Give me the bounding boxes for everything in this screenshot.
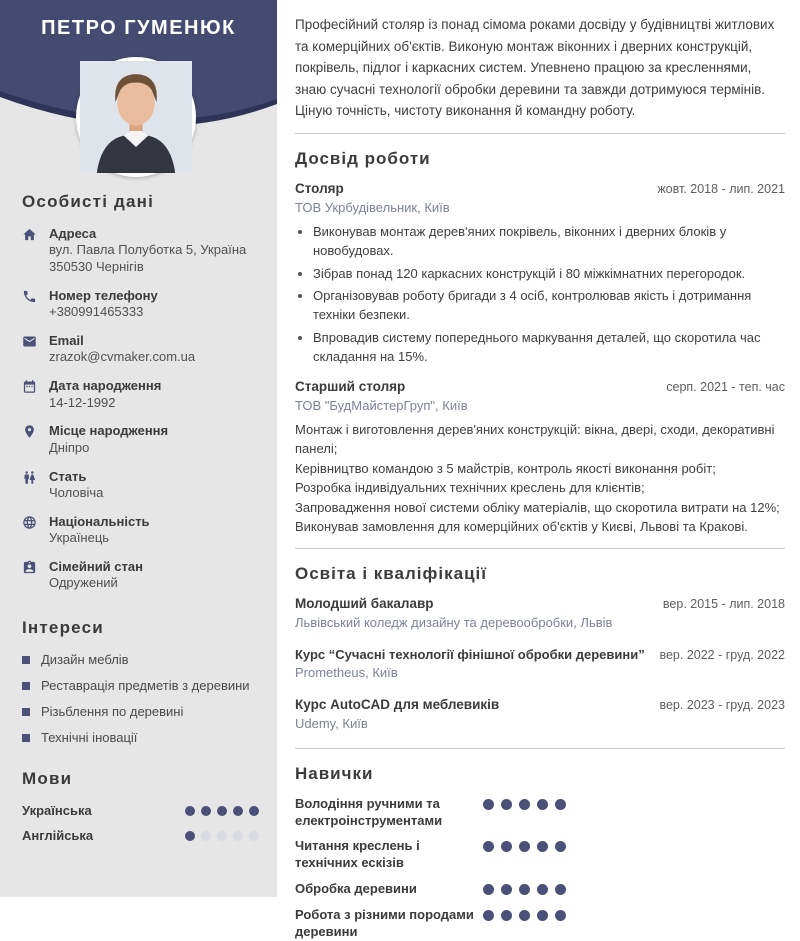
id-badge-icon bbox=[22, 560, 37, 575]
language-level-dots bbox=[179, 831, 259, 841]
job-entry bbox=[295, 379, 785, 537]
level-dot-empty bbox=[233, 831, 243, 841]
job-bullet: • Впровадив систему попереднього маркування деталей, що скоротила час складання на 15%. bbox=[313, 329, 785, 367]
experience-section bbox=[295, 149, 785, 537]
education-header bbox=[295, 697, 785, 714]
education-entry bbox=[295, 697, 785, 731]
education-dates: вер. 2023 - груд. 2023 bbox=[659, 697, 785, 712]
personal-item-value: 350530 Чернігів bbox=[49, 259, 144, 275]
square-bullet-icon bbox=[22, 656, 30, 664]
level-dot-empty bbox=[249, 831, 259, 841]
job-header bbox=[295, 379, 785, 396]
interest-item bbox=[22, 730, 259, 745]
job-description-line: Розробка індивідуальних технічних креслень для клієнтів; bbox=[295, 480, 645, 496]
sidebar-header bbox=[0, 0, 277, 192]
square-bullet-icon bbox=[22, 708, 30, 716]
personal-item-value: +380991465333 bbox=[49, 304, 144, 320]
education-degree: Курс AutoCAD для меблевиків bbox=[295, 696, 500, 712]
level-dot-filled bbox=[537, 841, 548, 852]
level-dot-filled bbox=[201, 806, 211, 816]
level-dot-filled bbox=[501, 841, 512, 852]
job-dates: серп. 2021 - теп. час bbox=[666, 379, 785, 394]
skill-row bbox=[295, 838, 785, 872]
skill-name: Обробка деревини bbox=[295, 881, 417, 897]
languages-section bbox=[0, 769, 277, 843]
level-dot-filled bbox=[185, 806, 195, 816]
personal-item-label: Дата народження bbox=[49, 378, 162, 394]
personal-item-label: Номер телефону bbox=[49, 288, 158, 304]
level-dot-filled bbox=[217, 806, 227, 816]
level-dot-filled bbox=[483, 841, 494, 852]
personal-item-label: Національність bbox=[49, 513, 150, 529]
personal-item-label: Стать bbox=[49, 468, 87, 484]
level-dot-empty bbox=[201, 831, 211, 841]
level-dot-filled bbox=[519, 799, 530, 810]
level-dot-filled bbox=[555, 799, 566, 810]
skills-section bbox=[295, 764, 785, 941]
language-row bbox=[22, 803, 259, 818]
level-dot-filled bbox=[519, 841, 530, 852]
level-dot-filled bbox=[185, 831, 195, 841]
interest-item bbox=[22, 678, 259, 693]
personal-item-label: Адреса bbox=[49, 226, 97, 241]
personal-item-birthplace bbox=[22, 423, 259, 456]
job-dates: жовт. 2018 - лип. 2021 bbox=[657, 181, 785, 196]
profile-summary: Професійний столяр із понад сімома роками досвіду у будівництві житлових та комерційних об'єктів. Виконую монтаж віконних і дверних конструкцій, покрівель, підлог і каркасних систем. Упевнено працюю за кресленнями, знаю сучасні технології обробки деревини та завжди дотримуюся термінів. Ціную точність, чистоту виконання й командну роботу. bbox=[295, 17, 775, 119]
job-description bbox=[295, 420, 785, 537]
education-header bbox=[295, 647, 785, 663]
section-divider bbox=[295, 548, 785, 549]
email-icon bbox=[22, 334, 37, 349]
languages-title: Мови bbox=[22, 769, 73, 789]
personal-item-gender bbox=[22, 469, 259, 502]
personal-item-value: zrazok@cvmaker.com.ua bbox=[49, 349, 196, 365]
level-dot-filled bbox=[501, 884, 512, 895]
job-header bbox=[295, 181, 785, 198]
home-icon bbox=[22, 227, 37, 242]
level-dot-filled bbox=[483, 799, 494, 810]
phone-icon bbox=[22, 289, 37, 304]
education-entry bbox=[295, 596, 785, 630]
level-dot-filled bbox=[537, 799, 548, 810]
language-name: Українська bbox=[22, 803, 92, 819]
square-bullet-icon bbox=[22, 734, 30, 742]
skill-row bbox=[295, 907, 785, 941]
job-company: ТОВ "БудМайстерГруп", Київ bbox=[295, 397, 468, 413]
portrait-illustration bbox=[80, 61, 192, 173]
skill-name: Робота з різними породами деревини bbox=[295, 907, 474, 939]
education-section bbox=[295, 564, 785, 731]
personal-item-address bbox=[22, 226, 259, 276]
personal-item-label: Email bbox=[49, 333, 84, 349]
level-dot-filled bbox=[501, 910, 512, 921]
personal-item-value: Чоловіча bbox=[49, 484, 104, 500]
job-role: Столяр bbox=[295, 180, 344, 196]
level-dot-filled bbox=[519, 910, 530, 921]
personal-item-value: Одружений bbox=[49, 575, 118, 591]
personal-item-nationality bbox=[22, 514, 259, 547]
interest-label: Технічні іновації bbox=[41, 730, 138, 746]
personal-item-value: 14-12-1992 bbox=[49, 394, 116, 410]
level-dot-empty bbox=[217, 831, 227, 841]
education-degree: Курс “Сучасні технології фінішної обробки деревини” bbox=[295, 646, 645, 662]
level-dot-filled bbox=[233, 806, 243, 816]
skill-level-dots bbox=[483, 884, 573, 895]
level-dot-filled bbox=[555, 841, 566, 852]
education-entry bbox=[295, 647, 785, 680]
level-dot-filled bbox=[501, 799, 512, 810]
skill-row bbox=[295, 796, 785, 830]
personal-data-title: Особисті дані bbox=[22, 192, 155, 211]
job-bullet: • Виконував монтаж дерев'яних покрівель, віконних і дверних блоків у новобудовах. bbox=[313, 223, 785, 261]
globe-icon bbox=[22, 515, 37, 530]
square-bullet-icon bbox=[22, 682, 30, 690]
skill-name: Читання креслень і технічних ескізів bbox=[295, 838, 420, 871]
skills-title: Навички bbox=[295, 763, 374, 783]
job-bullet: • Зібрав понад 120 каркасних конструкцій і 80 міжкімнатних перегородок. bbox=[313, 265, 785, 284]
personal-item-label: Сімейний стан bbox=[49, 558, 143, 574]
job-role: Старший столяр bbox=[295, 378, 406, 394]
skill-level-dots bbox=[483, 799, 573, 810]
language-row bbox=[22, 828, 259, 843]
skill-level-dots bbox=[483, 910, 573, 921]
job-bullet-list bbox=[313, 223, 785, 367]
interest-item bbox=[22, 652, 259, 667]
section-divider bbox=[295, 133, 785, 134]
level-dot-filled bbox=[537, 884, 548, 895]
experience-title: Досвід роботи bbox=[295, 148, 431, 168]
sidebar bbox=[0, 0, 277, 897]
section-divider bbox=[295, 748, 785, 749]
personal-item-phone bbox=[22, 288, 259, 321]
education-title: Освіта і кваліфікації bbox=[295, 563, 488, 583]
level-dot-filled bbox=[519, 884, 530, 895]
skill-name: Володіння ручними та електроінструментами bbox=[295, 795, 443, 828]
personal-item-birthdate bbox=[22, 378, 259, 411]
interest-label: Реставрація предметів з деревини bbox=[41, 678, 250, 694]
job-entry bbox=[295, 181, 785, 367]
interest-item bbox=[22, 704, 259, 719]
education-dates: вер. 2022 - груд. 2022 bbox=[659, 647, 785, 662]
personal-data-section bbox=[0, 192, 277, 592]
education-degree: Молодший бакалавр bbox=[295, 595, 434, 611]
level-dot-filled bbox=[249, 806, 259, 816]
job-bullet: • Організовував роботу бригади з 4 осіб, контролював якість і дотримання техніки безпеки. bbox=[313, 287, 785, 325]
level-dot-filled bbox=[555, 884, 566, 895]
language-level-dots bbox=[179, 806, 259, 816]
personal-item-marital-status bbox=[22, 559, 259, 592]
main-column bbox=[277, 0, 800, 939]
level-dot-filled bbox=[537, 910, 548, 921]
language-name: Англійська bbox=[22, 828, 94, 844]
personal-item-value: вул. Павла Полуботка 5, Україна bbox=[49, 242, 247, 258]
location-pin-icon bbox=[22, 424, 37, 439]
job-description-line: Запровадження нової системи обліку матеріалів, що скоротила витрати на 12%; bbox=[295, 499, 780, 515]
education-school: Prometheus, Київ bbox=[295, 664, 398, 680]
interest-label: Різьблення по деревині bbox=[41, 704, 184, 720]
job-description-line: Виконував замовлення для комерційних об'єктів у Києві, Львові та Кракові. bbox=[295, 519, 748, 535]
skill-level-dots bbox=[483, 841, 573, 852]
level-dot-filled bbox=[483, 910, 494, 921]
gender-icon bbox=[22, 470, 37, 485]
profile-photo bbox=[76, 57, 196, 177]
personal-item-value: Дніпро bbox=[49, 439, 90, 455]
calendar-icon bbox=[22, 379, 37, 394]
education-header bbox=[295, 596, 785, 613]
level-dot-filled bbox=[483, 884, 494, 895]
skill-row bbox=[295, 881, 785, 898]
education-dates: вер. 2015 - лип. 2018 bbox=[662, 596, 785, 611]
education-school: Udemy, Київ bbox=[295, 715, 368, 731]
person-name: ПЕТРО ГУМЕНЮК bbox=[41, 17, 236, 39]
personal-item-label: Місце народження bbox=[49, 423, 169, 439]
personal-item-value: Українець bbox=[49, 529, 110, 545]
job-description-line: Монтаж і виготовлення дерев'яних конструкцій: вікна, двері, сходи, декоративні панелі; bbox=[295, 421, 775, 457]
education-school: Львівський коледж дизайну та деревообробки, Львів bbox=[295, 614, 613, 630]
personal-item-email bbox=[22, 333, 259, 366]
level-dot-filled bbox=[555, 910, 566, 921]
job-company: ТОВ Укрбудівельник, Київ bbox=[295, 199, 450, 215]
interests-section bbox=[0, 618, 277, 745]
job-description-line: Керівництво командою з 5 майстрів, контроль якості виконання робіт; bbox=[295, 460, 716, 476]
interest-label: Дизайн меблів bbox=[41, 652, 129, 668]
interests-title: Інтереси bbox=[22, 618, 104, 638]
